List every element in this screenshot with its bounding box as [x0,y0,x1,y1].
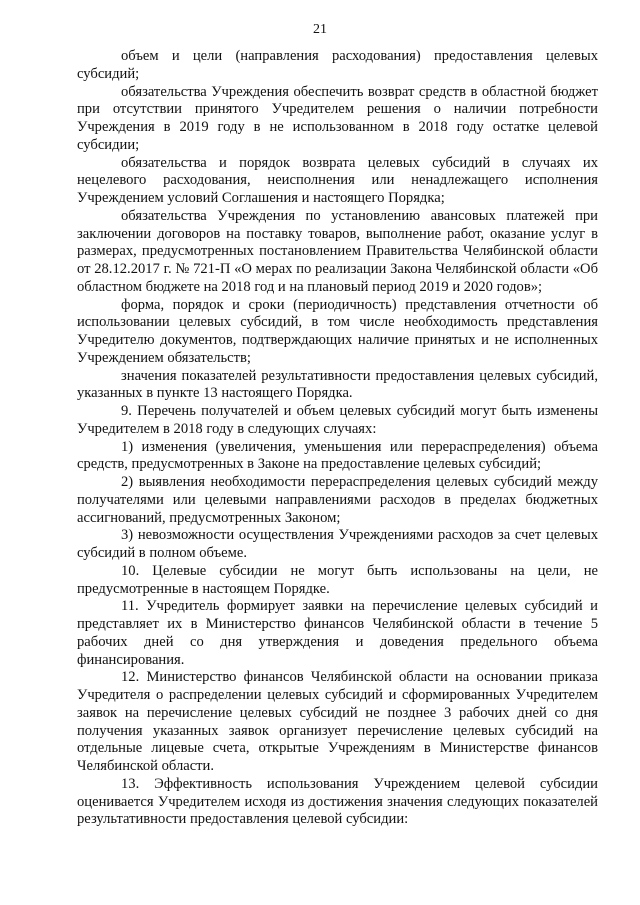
paragraph-item-11: 11. Учредитель формирует заявки на перечисление целевых субсидий и представляет их в Министерство финансов Челябинской области в течение 5 рабочих дней со дня утверждения и доведения предельного объема финансирования. [77,598,598,668]
paragraph-return-procedure: обязательства и порядок возврата целевых субсидий в случаях их нецелевого расходования, неисполнения или ненадлежащего исполнения Учреждением условий Соглашения и настоящего Порядка; [77,154,598,206]
paragraph-item-9: 9. Перечень получателей и объем целевых субсидий могут быть изменены Учредителем в 2018 году в следующих случаях: [77,403,598,437]
page-number: 21 [313,22,327,37]
document-body [77,48,598,829]
paragraph-reporting: форма, порядок и сроки (периодичность) представления отчетности об использовании целевых субсидий, в том числе необходимость представления Учредителю документов, подтверждающих наличие принятых и не исполненных Учреждением обязательств; [77,296,598,366]
paragraph-item-12: 12. Министерство финансов Челябинской области на основании приказа Учредителя о распределении целевых субсидий и сформированных Учредителем заявок на перечисление целевых субсидий не позднее 3 рабочих дней со дня получения указанных заявок организует перечисление целевых субсидий на отдельные лицевые счета, открытые Учреждениям в Министерстве финансов Челябинской области. [77,669,598,774]
paragraph-advance-payments: обязательства Учреждения по установлению авансовых платежей при заключении договоров на поставку товаров, выполнение работ, оказание услуг в размерах, предусмотренных постановлением Правительства Челябинской области от 28.12.2017 г. № 721-П «О мерах по реализации Закона Челябинской области «Об областном бюджете на 2018 год и на плановый период 2019 и 2020 годов»; [77,207,598,295]
paragraph-subsidy-purpose: объем и цели (направления расходования) предоставления целевых субсидий; [77,48,598,82]
paragraph-item-10: 10. Целевые субсидии не могут быть использованы на цели, не предусмотренные в настоящем Порядке. [77,562,598,597]
paragraph-item-13: 13. Эффективность использования Учреждением целевой субсидии оценивается Учредителем исходя из достижения значения следующих показателей результативности предоставления целевой субсидии: [77,775,598,828]
paragraph-return-obligation: обязательства Учреждения обеспечить возврат средств в областной бюджет при отсутствии принятого Учредителем решения о наличии потребности Учреждения в 2019 году в не использованном в 2018 году остатке целевой субсидии; [77,83,598,153]
paragraph-item-9-2: 2) выявления необходимости перераспределения целевых субсидий между получателями или целевыми направлениями расходов в пределах бюджетных ассигнований, предусмотренных Законом; [77,474,598,526]
paragraph-item-9-3: 3) невозможности осуществления Учреждениями расходов за счет целевых субсидий в полном объеме. [77,527,598,561]
paragraph-indicators: значения показателей результативности предоставления целевых субсидий, указанных в пункте 13 настоящего Порядка. [77,367,598,402]
paragraph-item-9-1: 1) изменения (увеличения, уменьшения или перераспределения) объема средств, предусмотренных в Законе на предоставление целевых субсидий; [77,438,598,473]
